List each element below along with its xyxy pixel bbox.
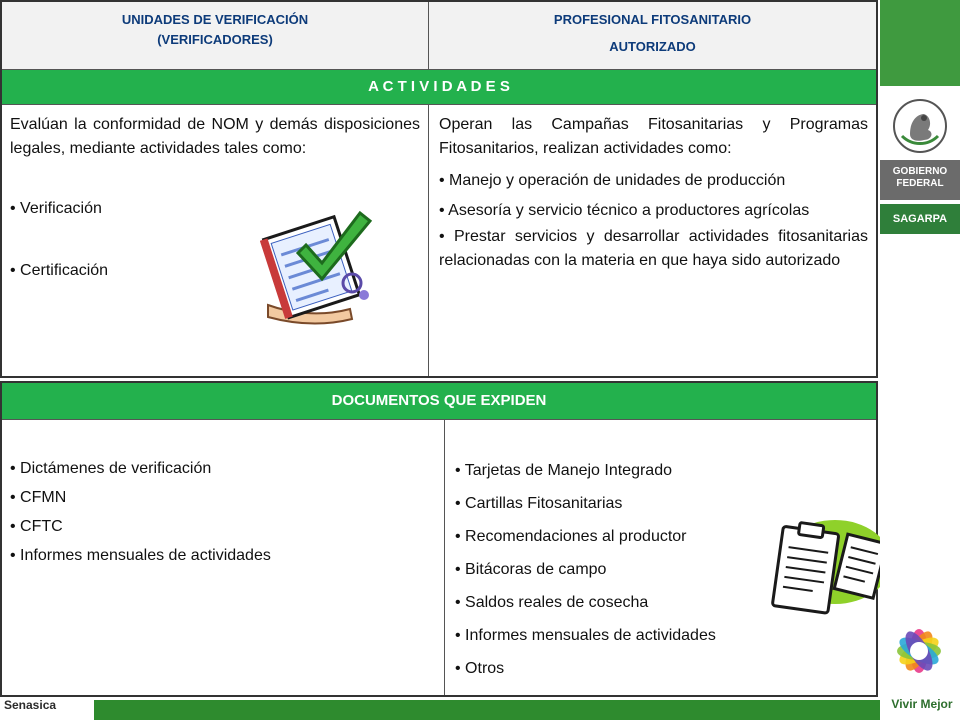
- clipboard-icon: [767, 516, 893, 626]
- doc-right-item-otros: • Otros: [455, 660, 505, 677]
- doc-right-item-informes: • Informes mensuales de actividades: [455, 627, 716, 644]
- gobierno-federal-logo: [880, 160, 960, 200]
- senasica-logo: Senasica: [4, 698, 57, 712]
- profesional-header-line1: PROFESIONAL FITOSANITARIO: [553, 12, 752, 27]
- documentos-title: DOCUMENTOS QUE EXPIDEN: [1, 382, 877, 420]
- vivir-mejor-text: Vivir Mejor: [891, 697, 953, 711]
- profesional-documents-cell: [445, 420, 878, 697]
- profesional-item-asesoria: • Asesoría y servicio técnico a productores agrícolas: [439, 201, 810, 219]
- federal-text: FEDERAL: [896, 178, 944, 189]
- doc-right-item-cartillas: • Cartillas Fitosanitarias: [455, 495, 623, 512]
- verificadores-intro: Evalúan la conformidad de NOM y demás disposiciones legales, mediante actividades tales como:: [10, 115, 420, 157]
- verificadores-header-line2: (VERIFICADORES): [157, 32, 273, 47]
- doc-right-item-tarjetas: • Tarjetas de Manejo Integrado: [455, 462, 672, 479]
- doc-right-item-bitacoras: • Bitácoras de campo: [455, 561, 607, 578]
- verificadores-item-verificacion: • Verificación: [10, 199, 102, 217]
- verificadores-header: [1, 1, 429, 69]
- mexico-seal-icon: [888, 96, 952, 156]
- branding-green-band: [880, 0, 960, 86]
- profesional-header-line2: AUTORIZADO: [609, 39, 696, 54]
- vivir-mejor-flower-icon: [886, 618, 952, 684]
- doc-right-item-recomendaciones: • Recomendaciones al productor: [455, 528, 687, 545]
- doc-left-item-cftc: • CFTC: [10, 518, 63, 535]
- doc-left-item-informes: • Informes mensuales de actividades: [10, 547, 271, 564]
- documentos-table: [0, 381, 878, 697]
- verificadores-activities-cell: [1, 104, 429, 377]
- checklist-icon: [260, 205, 380, 325]
- profesional-item-manejo: • Manejo y operación de unidades de producción: [439, 171, 786, 189]
- verificadores-item-certificacion: • Certificación: [10, 261, 109, 279]
- bottom-green-bar: [94, 700, 880, 720]
- doc-left-item-dictamenes: • Dictámenes de verificación: [10, 460, 212, 477]
- sagarpa-logo: SAGARPA: [880, 204, 960, 234]
- profesional-item-servicios: • Prestar servicios y desarrollar actividades fitosanitarias relacionadas con la materia en que haya sido autorizado: [439, 227, 868, 269]
- doc-right-item-saldos: • Saldos reales de cosecha: [455, 594, 649, 611]
- verificadores-header-line1: UNIDADES DE VERIFICACIÓN: [121, 12, 309, 27]
- profesional-activities-cell: [429, 104, 878, 377]
- actividades-title: A C T I V I D A D E S: [1, 69, 877, 104]
- verificadores-documents-cell: [1, 420, 445, 697]
- profesional-intro: Operan las Campañas Fitosanitarias y Programas Fitosanitarios, realizan actividades como:: [439, 115, 868, 157]
- activities-table: [0, 0, 878, 378]
- doc-left-item-cfmn: • CFMN: [10, 489, 67, 506]
- gobierno-text: GOBIERNO: [892, 166, 948, 177]
- profesional-header: [429, 1, 878, 69]
